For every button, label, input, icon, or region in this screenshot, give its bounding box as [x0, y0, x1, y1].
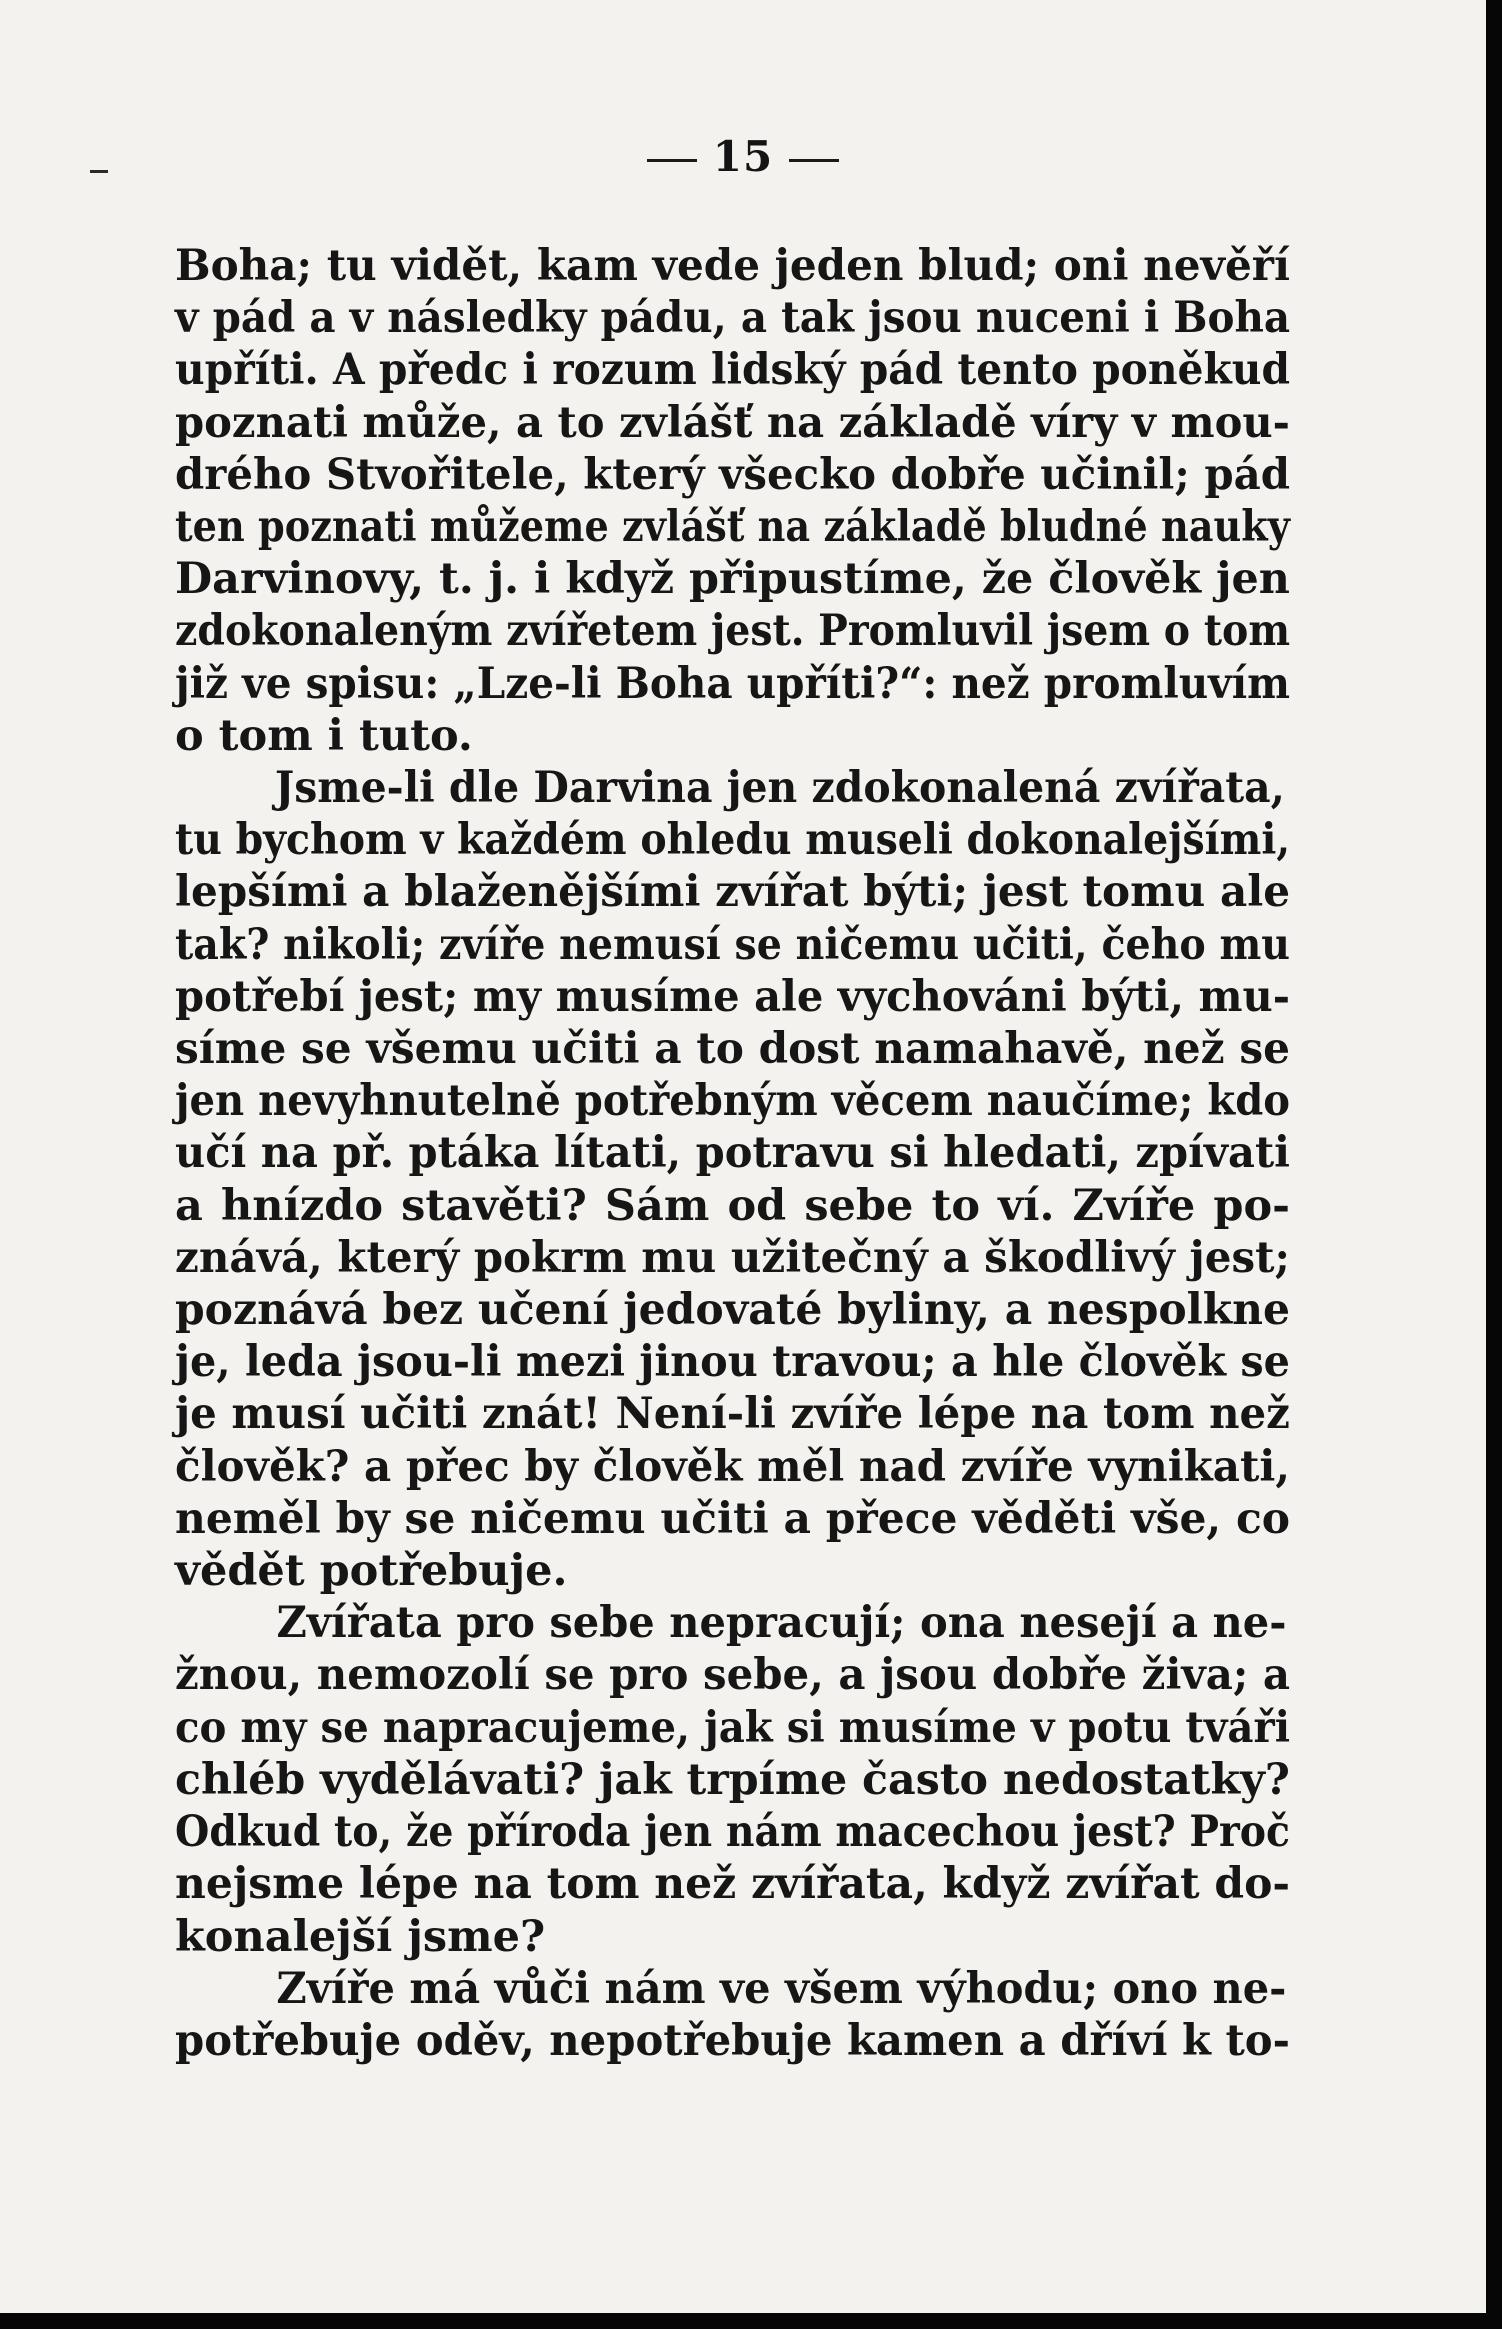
text-line: Darvinovy, t. j. i když připustíme, že člověk jen	[175, 554, 1290, 605]
text-line: co my se napracujeme, jak si musíme v potu tváři	[175, 1702, 1291, 1753]
text-line: tu bychom v každém ohledu museli dokonalejšími,	[175, 815, 1291, 866]
text-line: chléb vydělávati? jak trpíme často nedostatky?	[175, 1754, 1290, 1805]
text-line: poznati může, a to zvlášť na základě víry v mou-	[175, 397, 1290, 448]
folio-dash-right	[789, 159, 839, 162]
text-line: lepšími a blaženějšími zvířat býti; jest tomu ale	[175, 867, 1291, 918]
text-line: a hnízdo stavěti? Sám od sebe to ví. Zvíře po-	[175, 1180, 1290, 1231]
text-line: drého Stvořitele, který všecko dobře učinil; pád	[175, 449, 1290, 500]
text-line: potřebí jest; my musíme ale vychováni býti, mu-	[175, 971, 1291, 1022]
text-line: je musí učiti znát! Není-li zvíře lépe na tom než	[175, 1389, 1290, 1440]
text-line: jen nevyhnutelně potřebným věcem naučíme; kdo	[175, 1076, 1291, 1127]
page-number	[0, 132, 1486, 181]
text-line: znává, který pokrm mu užitečný a škodlivý jest;	[175, 1232, 1290, 1283]
body-text	[175, 240, 1290, 2067]
text-line: žnou, nemozolí se pro sebe, a jsou dobře živa; a	[175, 1650, 1291, 1701]
text-line: v pád a v následky pádu, a tak jsou nuceni i Boha	[175, 293, 1291, 344]
text-line: ten poznati můžeme zvlášť na základě bludné nauky	[175, 502, 1290, 553]
text-line: Jsme-li dle Darvina jen zdokonalená zvířata,	[274, 763, 1285, 814]
folio-dash-left	[647, 159, 697, 162]
text-line: zdokonaleným zvířetem jest. Promluvil jsem o tom	[175, 606, 1291, 657]
text-line: Zvířata pro sebe nepracují; ona nesejí a ne-	[276, 1598, 1287, 1649]
text-line: konalejší jsme?	[175, 1911, 546, 1962]
text-line: člověk? a přec by člověk měl nad zvíře vynikati,	[175, 1441, 1290, 1492]
text-line: Odkud to, že příroda jen nám macechou jest? Proč	[175, 1807, 1291, 1858]
text-line: nejsme lépe na tom než zvířata, když zvířat do-	[175, 1859, 1291, 1910]
text-line: neměl by se ničemu učiti a přece věděti vše, co	[175, 1493, 1291, 1544]
scan-border-bottom	[0, 2313, 1502, 2329]
text-line: o tom i tuto.	[175, 710, 473, 761]
text-line: upříti. A předc i rozum lidský pád tento poněkud	[175, 345, 1290, 396]
text-line: učí na př. ptáka lítati, potravu si hledati, zpívati	[175, 1128, 1290, 1179]
page-number-text: 15	[712, 132, 774, 181]
text-line: Zvíře má vůči nám ve všem výhodu; ono ne-	[276, 1963, 1287, 2014]
text-line: síme se všemu učiti a to dost namahavě, než se	[175, 1024, 1290, 1075]
scan-border-right	[1486, 0, 1502, 2329]
text-line: vědět potřebuje.	[175, 1546, 568, 1597]
text-line: Boha; tu vidět, kam vede jeden blud; oni nevěří	[175, 241, 1290, 291]
text-line: potřebuje oděv, nepotřebuje kamen a dříví k to-	[175, 2015, 1290, 2066]
text-line: již ve spisu: „Lze-li Boha upříti?“: než promluvím	[175, 658, 1290, 709]
text-line: poznává bez učení jedovaté byliny, a nespolkne	[175, 1285, 1291, 1336]
text-line: je, leda jsou-li mezi jinou travou; a hle člověk se	[175, 1337, 1290, 1388]
text-line: tak? nikoli; zvíře nemusí se ničemu učiti, čeho mu	[175, 919, 1291, 970]
